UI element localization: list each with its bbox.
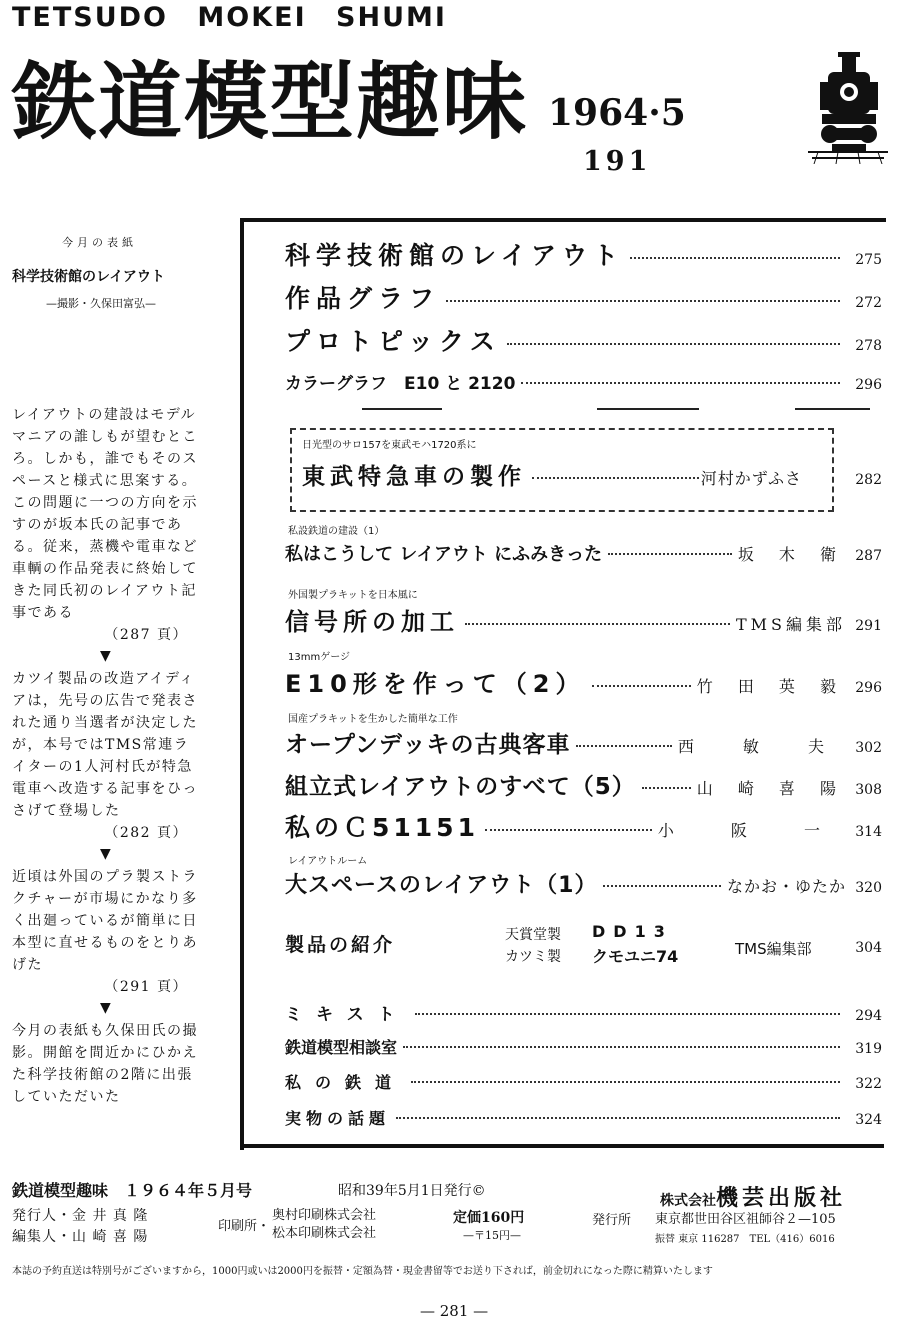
separator — [362, 408, 442, 410]
feature-subtitle: 日光型のサロ157を東武モハ1720系に — [302, 440, 477, 451]
note-page: （287 頁） — [104, 627, 188, 643]
divider-triangle-icon: ▼ — [100, 846, 111, 862]
products-author: TMS編集部 — [735, 940, 812, 958]
contents-entry[interactable]: ミキスト 294 — [285, 1005, 882, 1025]
contents-entry[interactable]: オープンデッキの古典客車 西 敏 夫 302 — [285, 732, 882, 758]
product-maker: 天賞堂製 — [505, 927, 561, 943]
note-page: （291 頁） — [104, 979, 188, 995]
products-title[interactable]: 製品の紹介 — [285, 934, 396, 956]
issue-date: 1964·5 — [548, 92, 686, 134]
sidebar-note: カツイ製品の改造アイディアは，先号の広告で発表された通り当選者が決定したが，本号ではTMS常連ライターの1人河村氏が特急電車へ改造する記事をひっさげて登場した （282 頁） — [12, 668, 200, 844]
product-name: クモユニ74 — [592, 947, 679, 966]
contents-entry[interactable]: E10形を作って（2） 竹 田 英 毅 296 — [285, 670, 882, 698]
cover-title: 科学技術館のレイアウト — [12, 269, 165, 285]
contents-entry[interactable]: プロトピックス 278 — [285, 327, 882, 356]
contents-entry[interactable]: 信号所の加工 TMS編集部 291 — [285, 608, 882, 636]
price: 定価160円 — [453, 1210, 525, 1226]
magazine-title: 鉄道模型趣味 — [12, 52, 529, 151]
roman-title: TETSUDO MOKEI SHUMI — [12, 2, 447, 33]
article-subtitle: 私設鉄道の建設（1） — [288, 526, 385, 537]
separator — [795, 408, 870, 410]
cover-credit: —撮影・久保田富弘— — [46, 297, 156, 310]
account: 振替 東京 116287 TEL（416）6016 — [655, 1234, 835, 1245]
separator — [597, 408, 699, 410]
contents-entry[interactable]: 鉄道模型相談室 319 — [285, 1038, 882, 1057]
subscription-note: 本誌の予約直送は特別号がございますから，1000円或いは2000円を振替・定額為替・現金書留等でお送り下されば，前金切れになった際に精算いたします — [12, 1266, 713, 1277]
publisher: 株式会社機芸出版社 — [660, 1185, 847, 1211]
product-maker: カツミ製 — [505, 949, 561, 965]
issue-number: 191 — [583, 146, 652, 177]
sidebar-note: レイアウトの建設はモデルマニアの誰しもが望むところ。しかも，誰でもそのスペースと様式に思案する。この問題に一つの方向を示すのが坂本氏の記事である。従来，蒸機や電車など車輌の作品発表に終始してきた同氏初のレイアウト記事である （287 頁） — [12, 404, 200, 646]
contents-entry[interactable]: 実物の話題 324 — [285, 1109, 882, 1128]
contents-entry[interactable]: 私はこうして レイアウト にふみきった 坂 木 衛 287 — [285, 544, 882, 565]
postage: —〒15円— — [463, 1229, 521, 1242]
article-subtitle: 外国製プラキットを日本風に — [288, 590, 418, 601]
printer: 奥村印刷株式会社 — [272, 1208, 377, 1223]
feature-entry[interactable]: 東武特急車の製作 河村かずふさ 282 — [302, 464, 882, 490]
locomotive-logo-icon — [808, 52, 888, 164]
sidebar-note: 今月の表紙も久保田氏の撮影。開館を間近かにひかえた科学技術館の2階に出張していただいた — [12, 1023, 198, 1105]
contents-entry[interactable]: カラーグラフ E10 と 2120 296 — [285, 374, 882, 394]
sidebar-note: 近頃は外国のプラ製ストラクチャーが市場にかなり多く出廻っているが簡単に日本型に直せるものをとりあげた （291 頁） — [12, 866, 200, 998]
contents-entry[interactable]: 組立式レイアウトのすべて（5） 山 崎 喜 陽 308 — [285, 774, 882, 800]
contents-entry[interactable]: 科学技術館のレイアウト 275 — [285, 241, 882, 270]
article-subtitle: 13mmゲージ — [288, 652, 351, 663]
colophon-magazine: 鉄道模型趣味 １９６４年５月号 — [12, 1181, 253, 1200]
cover-heading: 今月の表紙 — [62, 236, 137, 249]
contents-entry[interactable]: 私のＣ51151 小 阪 一 314 — [285, 813, 882, 842]
contents-box-bottom-rule — [240, 1144, 884, 1148]
divider-triangle-icon: ▼ — [100, 1000, 111, 1016]
contents-entry[interactable]: 作品グラフ 272 — [285, 284, 882, 313]
article-subtitle: 国産プラキットを生かした簡単な工作 — [288, 714, 458, 725]
printer: 松本印刷株式会社 — [272, 1226, 377, 1241]
page-folio: — 281 — — [420, 1302, 489, 1320]
contents-entry[interactable]: 私の鉄道 322 — [285, 1073, 882, 1092]
publisher-name: 機芸出版社 — [716, 1185, 847, 1211]
issuer: 発行人・金 井 真 隆 — [12, 1208, 149, 1224]
editor: 編集人・山 崎 喜 陽 — [12, 1229, 149, 1245]
address: 東京都世田谷区祖師谷２—105 — [655, 1212, 836, 1227]
contents-entry[interactable]: 大スペースのレイアウト（1） なかお・ゆたか 320 — [285, 873, 882, 898]
product-name: DD13 — [592, 922, 673, 941]
divider-triangle-icon: ▼ — [100, 648, 111, 664]
office-label: 発行所 — [592, 1213, 632, 1228]
note-page: （282 頁） — [104, 825, 188, 841]
article-subtitle: レイアウトルーム — [288, 856, 368, 867]
colophon-issued: 昭和39年5月1日発行© — [338, 1183, 486, 1199]
products-page: 304 — [855, 940, 882, 956]
printer-label: 印刷所・ — [218, 1219, 271, 1234]
